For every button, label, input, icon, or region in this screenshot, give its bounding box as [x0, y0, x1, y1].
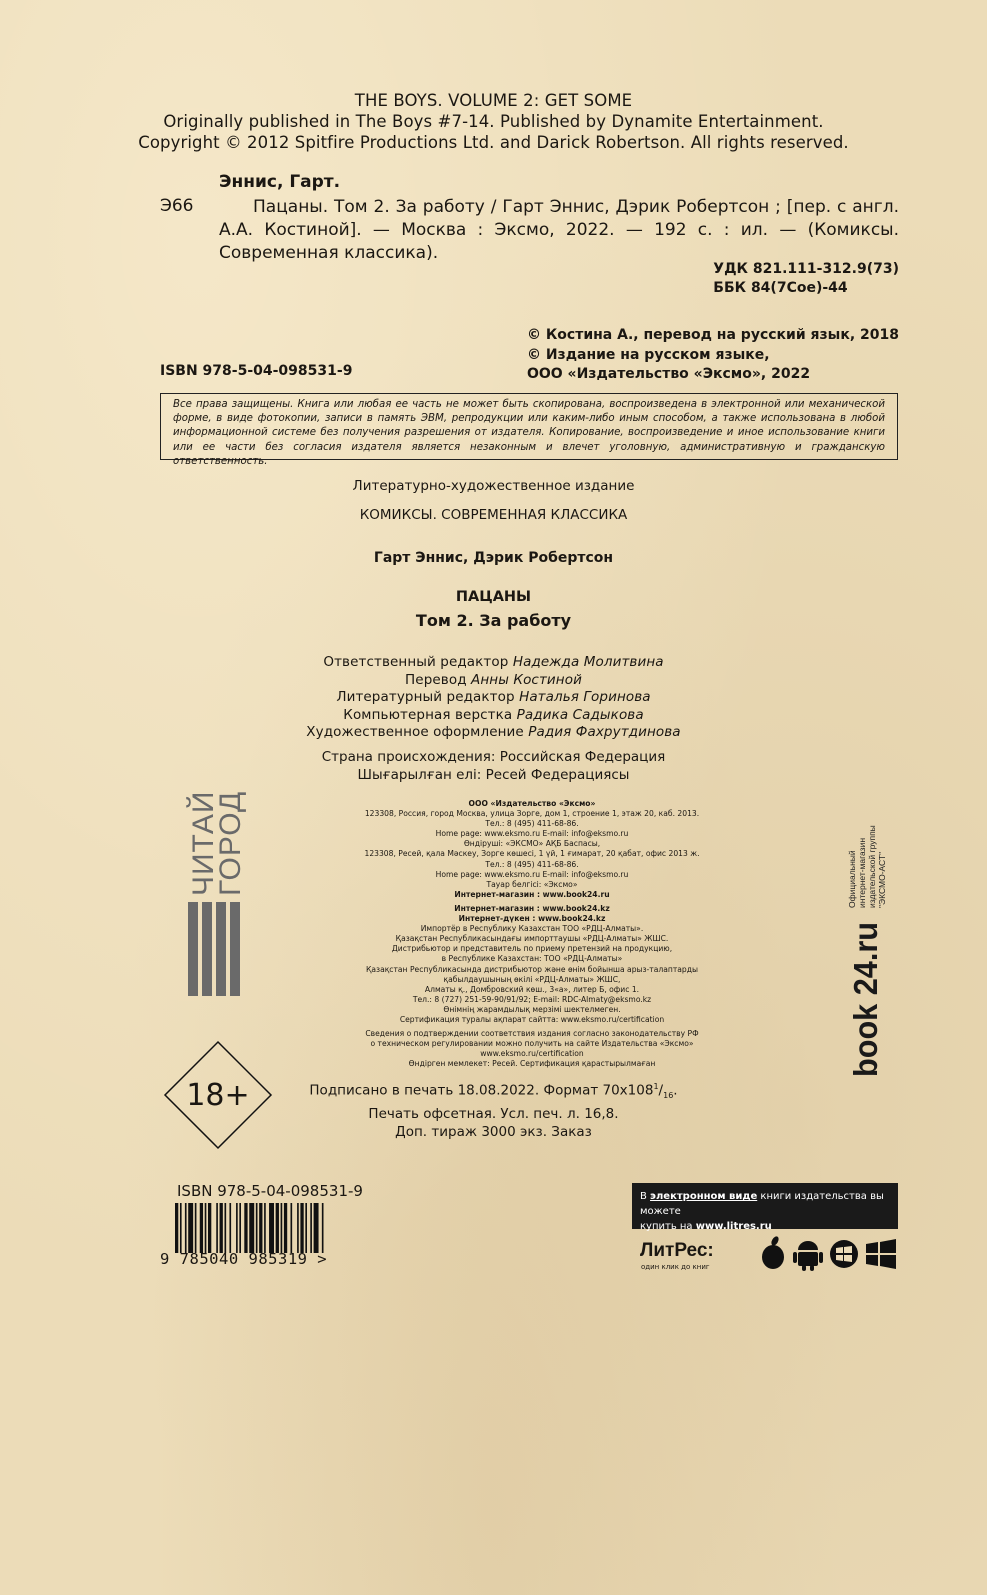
format-sub: 16: [663, 1091, 674, 1101]
barcode-bar: [175, 1203, 178, 1253]
print-format: Подписано в печать 18.08.2022. Формат 70x108: [309, 1082, 654, 1099]
barcode-bar: [195, 1203, 197, 1253]
publisher-line: в Республике Казахстан: ТОО «РДЦ-Алматы»: [441, 954, 623, 964]
litres-banner-line2: [640, 1219, 890, 1234]
credit-role: Компьютерная верстка: [343, 706, 513, 723]
barcode-bar: [269, 1203, 274, 1253]
gorod-text: ГОРОД: [214, 790, 247, 896]
age-rating: 18+: [186, 1077, 250, 1113]
credit-line: [0, 654, 987, 672]
isbn-top: ISBN 978-5-04-098531-9: [160, 363, 353, 379]
book-authors: Гарт Эннис, Дэрик Робертсон: [373, 550, 614, 566]
format-sup: 1: [653, 1082, 659, 1091]
publisher-line: Интернет-дүкен : www.book24.kz: [458, 914, 606, 924]
catalog-entry-text: Пацаны. Том 2. За работу / Гарт Эннис, Дэрик Робертсон ; [пер. с англ. А.А. Костиной]. — Москва : Эксмо, 2022. — 192 с. : ил. — (Комиксы. Современная классика).: [219, 197, 899, 263]
publisher-line: Тауар белгісі: «Эксмо»: [486, 879, 578, 889]
platform-icons: [760, 1236, 900, 1272]
barcode-bar: [297, 1203, 299, 1253]
publisher-line: Тел.: 8 (727) 251-59-90/91/92; E-mail: RDC-Almaty@eksmo.kz: [412, 994, 652, 1004]
classification-block: [713, 260, 899, 298]
publisher-line: Тел.: 8 (495) 411-68-86.: [485, 859, 579, 869]
credit-name: Надежда Молитвина: [512, 654, 664, 670]
credit-name: Наталья Горинова: [519, 689, 651, 706]
credit-name: Радия Фахрутдинова: [528, 724, 681, 741]
barcode-bar: [284, 1203, 287, 1253]
edition-type: Литературно-художественное издание: [352, 478, 635, 494]
barcode-bar: [225, 1203, 227, 1253]
chitai-text: ЧИТАЙ: [187, 790, 220, 896]
credit-line: [0, 707, 987, 725]
credit-role: Художественное оформление: [306, 724, 524, 741]
series-name: КОМИКСЫ. СОВРЕМЕННАЯ КЛАССИКА: [359, 507, 628, 523]
bbk-code: ББК 84(7Сое)-44: [713, 280, 848, 296]
barcode-bar: [291, 1203, 293, 1253]
publisher-line: Өндірген мемлекет: Ресей. Сертификация қарастырылмаған: [408, 1059, 656, 1069]
litres-banner-line2-pre: купить на: [640, 1221, 696, 1232]
barcode-bar: [188, 1203, 193, 1253]
barcode-bar: [314, 1203, 319, 1253]
barcode-bar: [180, 1203, 182, 1253]
litres-banner[interactable]: [632, 1183, 898, 1232]
windows-phone-icon: [830, 1240, 858, 1268]
credit-line: [0, 689, 987, 707]
origin-kz: Шығарылған елі: Ресей Федерациясы: [357, 767, 630, 783]
copyright-publisher: ООО «Издательство «Эксмо», 2022: [526, 366, 811, 382]
publisher-line: Сертификация туралы ақпарат сайтта: www.eksmo.ru/certification: [399, 1014, 665, 1024]
original-publisher-note: Originally published in The Boys #7-14. Published by Dynamite Entertainment.: [163, 112, 824, 131]
book24-side-line3: издательской группы: [867, 825, 877, 908]
credit-name: Анны Костиной: [471, 671, 582, 688]
publisher-line: Home page: www.eksmo.ru E-mail: info@eksmo.ru: [435, 829, 629, 839]
publisher-line: Интернет-магазин : www.book24.ru: [454, 889, 610, 899]
publisher-line: 123308, Россия, город Москва, улица Зорге, дом 1, строение 1, этаж 20, каб. 2013.: [364, 809, 700, 819]
litres-tagline: один клик до книг: [641, 1263, 710, 1271]
barcode-bar: [229, 1203, 231, 1253]
original-title: THE BOYS. VOLUME 2: GET SOME: [354, 91, 633, 110]
print-line-3: Доп. тираж 3000 экз. Заказ: [395, 1124, 592, 1141]
chitai-gorod-bars-icon: [188, 902, 240, 996]
barcode-bar: [322, 1203, 324, 1253]
barcode-bar: [310, 1203, 312, 1253]
book-subtitle: Том 2. За работу: [415, 611, 572, 630]
credit-line: [0, 672, 987, 690]
credit-role: Ответственный редактор: [323, 654, 509, 670]
print-info: [0, 1078, 987, 1141]
barcode-bar: [305, 1203, 307, 1253]
print-line-1: Подписано в печать 18.08.2022. Формат $70x108^1/_{16}$.: [309, 1082, 678, 1101]
credit-line: [0, 724, 987, 742]
publisher-line: Импортёр в Республику Казахстан ТОО «РДЦ-Алматы».: [420, 924, 644, 934]
barcode-bar: [205, 1203, 207, 1253]
android-icon: [793, 1241, 823, 1271]
publisher-line: 123308, Ресей, қала Мәскеу, Зорге көшесі, 1 үй, 1 ғимарат, 20 қабат, офис 2013 ж.: [364, 849, 700, 859]
publisher-line: о техническом регулировании можно получить на сайте Издательства «Эксмо»: [370, 1039, 694, 1049]
barcode-bar: [249, 1203, 254, 1253]
credit-role: Перевод: [405, 671, 467, 688]
barcode-bar: [244, 1203, 247, 1253]
book24-side-text: [847, 810, 897, 910]
credits-list: [0, 654, 987, 742]
catalog-author: Эннис, Гарт.: [219, 172, 341, 192]
publisher-line: Сведения о подтверждении соответствия издания согласно законодательству РФ: [365, 1029, 699, 1039]
publisher-info-block: [320, 799, 744, 1069]
origin-block: [0, 748, 987, 784]
windows-icon: [866, 1239, 896, 1269]
barcode-bar: [300, 1203, 303, 1253]
publisher-line: Өндіруші: «ЭКСМО» АҚБ Баспасы,: [463, 839, 601, 849]
publisher-line: Өнімнің жарамдылық мерзімі шектелмеген.: [443, 1004, 621, 1014]
barcode-bar: [259, 1203, 262, 1253]
barcode-bar: [264, 1203, 266, 1253]
origin-ru: Страна происхождения: Российская Федерация: [321, 749, 666, 765]
barcode-number: 9 785040 985319 >: [160, 1250, 328, 1268]
barcode-bar: [185, 1203, 187, 1253]
rights-notice-box: [160, 393, 898, 467]
catalog-entry: [219, 196, 899, 265]
publisher-line: Интернет-магазин : www.book24.kz: [454, 903, 610, 913]
credit-name: Радика Садыкова: [516, 706, 644, 723]
barcode-bar: [239, 1203, 241, 1253]
publisher-line: Тел.: 8 (495) 411-68-86.: [485, 819, 579, 829]
litres-banner-line1: [640, 1189, 890, 1219]
original-copyright: Copyright © 2012 Spitfire Productions Ltd. and Darick Robertson. All rights reserved.: [138, 133, 849, 152]
barcode-bar: [220, 1203, 223, 1253]
barcode-bar: [236, 1203, 238, 1253]
catalog-code: Э66: [160, 196, 194, 216]
book24-logo: [845, 910, 885, 1080]
litres-logo: ЛитРес:: [640, 1240, 714, 1261]
book24-side-line4: "ЭКСМО-АСТ": [877, 851, 887, 908]
barcode-bar: [208, 1203, 211, 1253]
publisher-line: www.eksmo.ru/certification: [480, 1049, 584, 1059]
book24-side-line2: интернет-магазин: [857, 837, 867, 908]
publisher-line: Home page: www.eksmo.ru E-mail: info@eksmo.ru: [435, 869, 629, 879]
copyright-translation: © Костина А., перевод на русский язык, 2018: [526, 327, 899, 343]
barcode-bar: [200, 1203, 203, 1253]
litres-banner-post: книги издательства вы можете: [640, 1191, 884, 1217]
publisher-line: Дистрибьютор и представитель по приему претензий на продукцию,: [391, 944, 673, 954]
publisher-line: Алматы қ., Домбровский көш., 3«а», литер Б, офис 1.: [424, 984, 640, 994]
barcode-bar: [216, 1203, 218, 1253]
isbn-barcode-label: ISBN 978-5-04-098531-9: [177, 1182, 363, 1200]
publisher-line: Қазақстан Республикасындағы импорттаушы «РДЦ-Алматы» ЖШС.: [395, 934, 669, 944]
chitai-gorod-logo: [186, 790, 247, 996]
book24-logo-text: book 24.ru: [847, 910, 884, 1077]
book24-side-line1: Официальный: [847, 850, 857, 908]
book-title: ПАЦАНЫ: [455, 589, 532, 605]
print-line-2: Печать офсетная. Усл. печ. л. 16,8.: [368, 1106, 619, 1123]
publisher-line: қабылдаушының өкілі «РДЦ-Алматы» ЖШС,: [443, 974, 621, 984]
udk-code: УДК 821.111-312.9(73): [713, 261, 899, 277]
publisher-line: ООО «Издательство «Эксмо»: [468, 799, 596, 808]
litres-banner-link[interactable]: электронном виде: [650, 1191, 758, 1202]
copyright-block: [527, 326, 899, 385]
barcode-bar: [276, 1203, 279, 1253]
original-publication-block: [0, 90, 987, 153]
barcode-bar: [256, 1203, 258, 1253]
litres-url[interactable]: www.litres.ru: [695, 1221, 772, 1232]
apple-icon: [762, 1235, 784, 1269]
litres-banner-pre: В: [640, 1191, 651, 1202]
rights-notice-text: Все права защищены. Книга или любая ее часть не может быть скопирована, воспроизведена в электронной или механической форме, в виде фотокопии, записи в память ЭВМ, репродукции или каким-либо иным способом, а также использована в любой информационной системе без получения разрешения от издателя. Копирование, воспроизведение и иное использование книги или ее части без согласия издателя является незаконным и влечет уголовную, административную и гражданскую ответственность.: [173, 399, 885, 467]
barcode-icon: [175, 1203, 375, 1253]
credit-role: Литературный редактор: [336, 689, 515, 706]
publisher-line: Қазақстан Республикасында дистрибьютор және өнім бойынша арыз-талаптарды: [365, 964, 698, 974]
copyright-edition: © Издание на русском языке,: [526, 346, 770, 363]
barcode-bar: [281, 1203, 283, 1253]
